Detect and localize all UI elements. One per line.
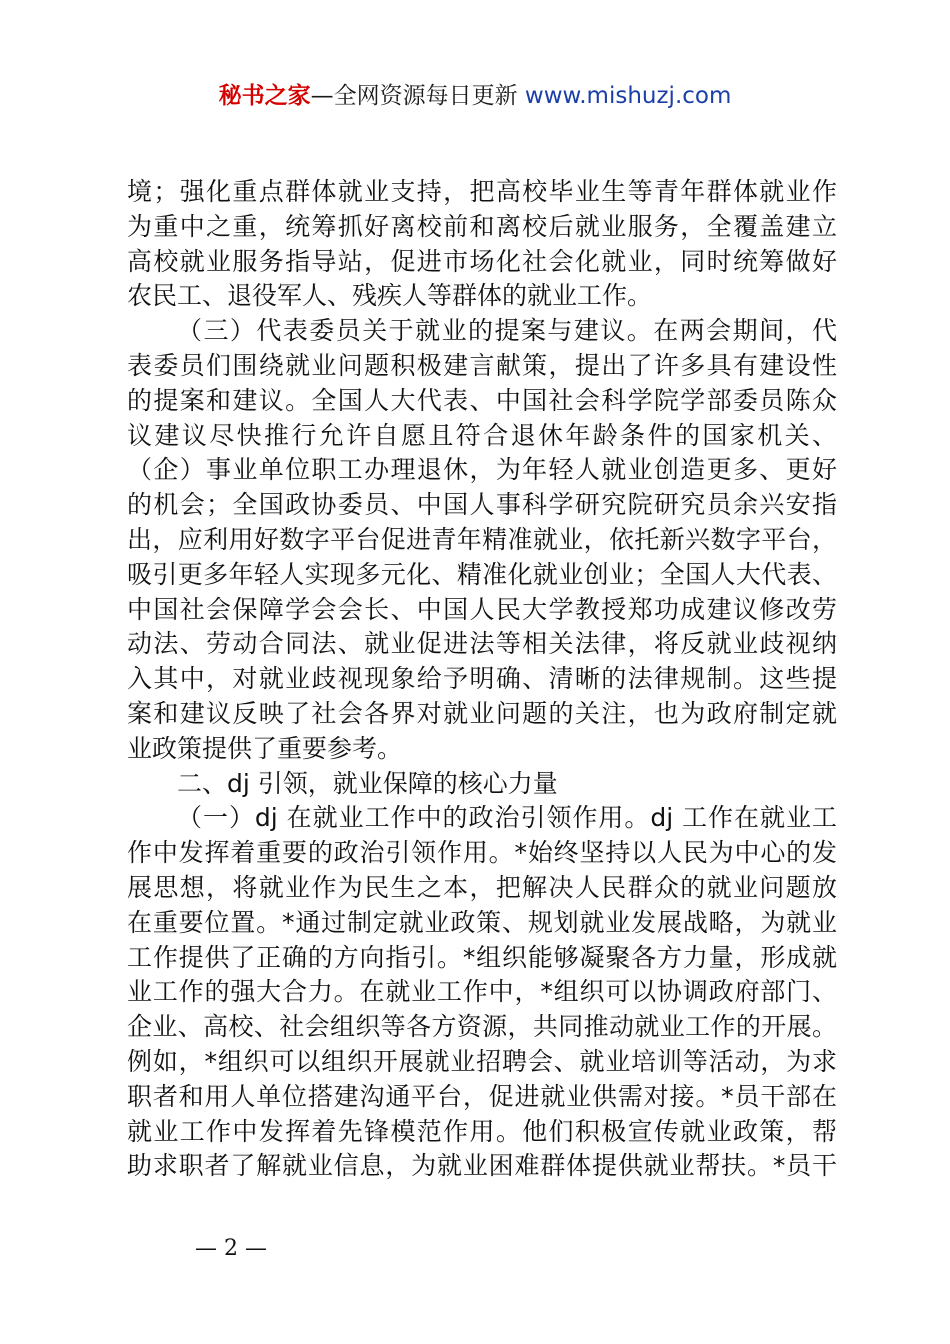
text-line: 吸引更多年轻人实现多元化、精准化就业创业；全国人大代表、	[127, 559, 837, 589]
text-line: 入其中，对就业歧视现象给予明确、清晰的法律规制。这些提	[127, 664, 837, 694]
text-line: 在重要位置。*通过制定就业政策、规划就业发展战略，为就业	[127, 907, 837, 937]
document-body	[127, 175, 837, 1184]
text-line: 农民工、退役军人、残疾人等群体的就业工作。	[127, 281, 653, 311]
text-line: 作中发挥着重要的政治引领作用。*始终坚持以人民为中心的发	[127, 838, 837, 868]
site-url[interactable]: www.mishuzj.com	[524, 83, 732, 109]
text-line: 工作提供了正确的方向指引。*组织能够凝聚各方力量，形成就	[127, 942, 837, 972]
text-line: 助求职者了解就业信息，为就业困难群体提供就业帮扶。*员干	[127, 1151, 837, 1181]
text-line: 就业工作中发挥着先锋模范作用。他们积极宣传就业政策，帮	[127, 1116, 837, 1146]
text-line: 境；强化重点群体就业支持，把高校毕业生等青年群体就业作	[127, 177, 837, 206]
text-line: 为重中之重，统筹抓好离校前和离校后就业服务，全覆盖建立	[127, 211, 837, 241]
section-heading-2-1: （一）dj 在就业工作中的政治引领作用。dj 工作在就业工	[177, 803, 837, 833]
text-line: 的提案和建议。全国人大代表、中国社会科学院学部委员陈众	[127, 385, 837, 415]
site-tagline: —全网资源每日更新	[310, 83, 518, 109]
text-line: 高校就业服务指导站，促进市场化社会化就业，同时统筹做好	[127, 246, 837, 276]
page-header	[0, 80, 950, 112]
text-line: 动法、劳动合同法、就业促进法等相关法律，将反就业歧视纳	[127, 629, 837, 659]
text-line: 中国社会保障学会会长、中国人民大学教授郑功成建议修改劳	[127, 594, 837, 624]
text-line: 展思想，将就业作为民生之本，把解决人民群众的就业问题放	[127, 872, 837, 902]
text-line: 案和建议反映了社会各界对就业问题的关注，也为政府制定就	[127, 698, 837, 728]
section-heading-3: （三）代表委员关于就业的提案与建议。在两会期间，代	[177, 316, 837, 346]
text-line: 例如，*组织可以组织开展就业招聘会、就业培训等活动，为求	[127, 1046, 837, 1076]
text-line: 企业、高校、社会组织等各方资源，共同推动就业工作的开展。	[127, 1012, 837, 1042]
text-line: 表委员们围绕就业问题积极建言献策，提出了许多具有建设性	[127, 350, 837, 380]
text-line: 的机会；全国政协委员、中国人事科学研究院研究员余兴安指	[127, 490, 837, 520]
site-brand: 秘书之家	[218, 83, 311, 109]
text-line: （企）事业单位职工办理退休，为年轻人就业创造更多、更好	[127, 455, 837, 485]
text-line: 业工作的强大合力。在就业工作中，*组织可以协调政府部门、	[127, 977, 837, 1007]
text-line: 业政策提供了重要参考。	[127, 733, 403, 763]
text-line: 出，应利用好数字平台促进青年精准就业，依托新兴数字平台，	[127, 524, 837, 554]
section-heading-2: 二、dj 引领，就业保障的核心力量	[177, 768, 558, 798]
text-line: 议建议尽快推行允许自愿且符合退休年龄条件的国家机关、	[127, 420, 837, 450]
page-number: — 2 —	[195, 1236, 267, 1261]
text-line: 职者和用人单位搭建沟通平台，促进就业供需对接。*员干部在	[127, 1081, 837, 1111]
